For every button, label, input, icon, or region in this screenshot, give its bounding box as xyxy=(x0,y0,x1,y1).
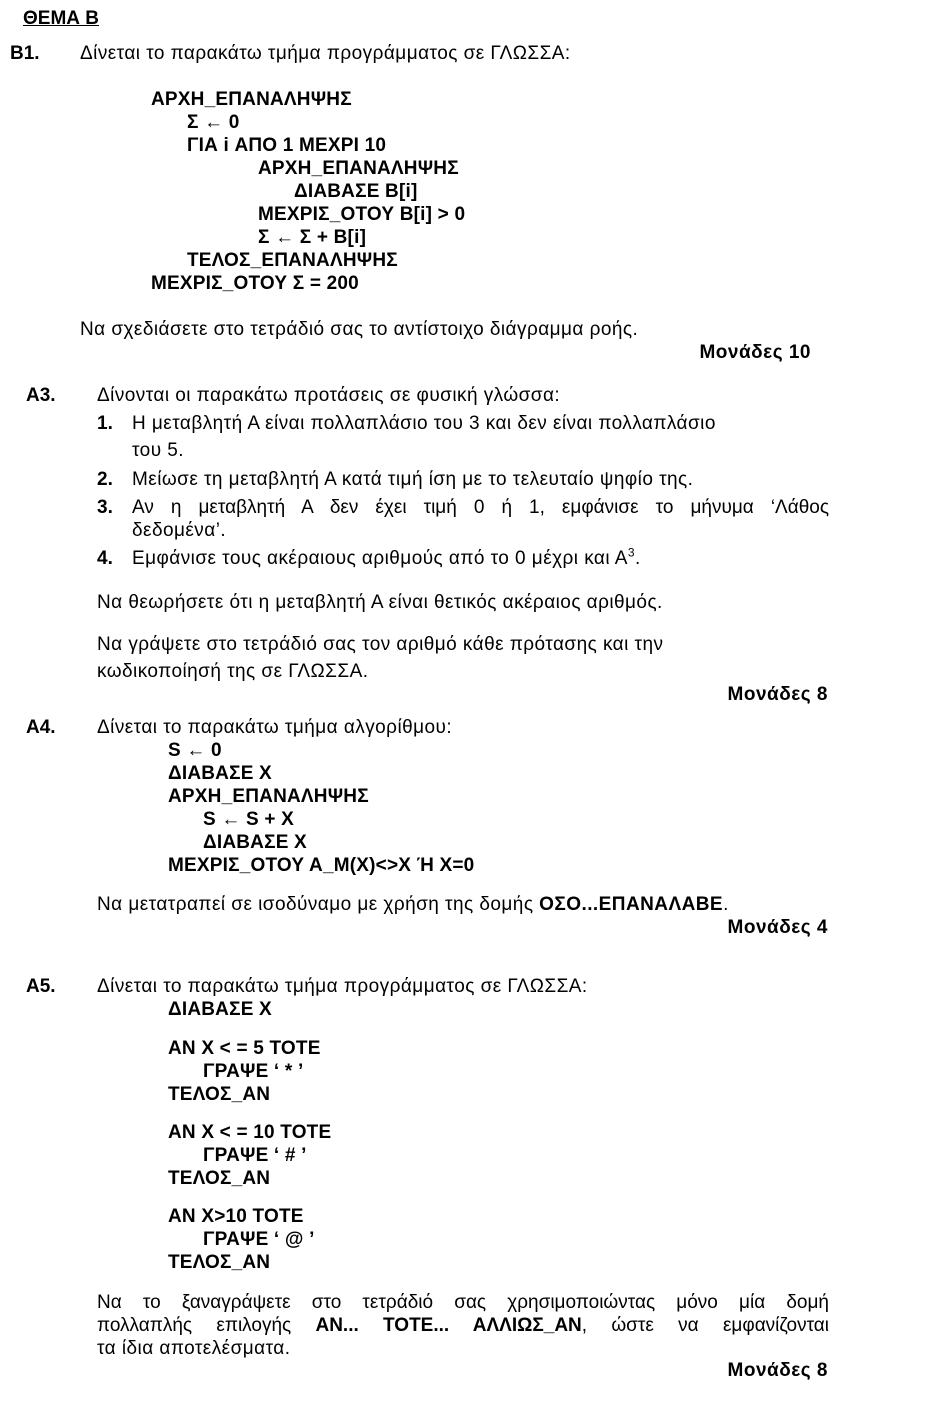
assign-value: 0 xyxy=(228,112,240,133)
a5-code-if-3: ΑΝ Χ>10 ΤΟΤΕ xyxy=(168,1206,304,1227)
b1-code-line-3: ΓΙΑ i ΑΠΟ 1 ΜΕΧΡΙ 10 xyxy=(187,135,387,156)
section-label-a3: Α3. xyxy=(26,385,56,406)
a3-task-line-2: κωδικοποίησή της σε ΓΛΩΣΣΑ. xyxy=(97,661,369,682)
b1-code-line-8: ΤΕΛΟΣ_ΕΠΑΝΑΛΗΨΗΣ xyxy=(187,250,398,271)
assign-expression: S + X xyxy=(246,809,295,830)
left-arrow-icon: ← xyxy=(275,227,295,248)
a3-item-3-line-2: δεδομένα’. xyxy=(132,520,227,541)
a4-task xyxy=(97,894,729,916)
a4-code-line-3: ΑΡΧΗ_ΕΠΑΝΑΛΗΨΗΣ xyxy=(168,786,369,807)
a5-code-end-1: ΤΕΛΟΣ_ΑΝ xyxy=(168,1084,271,1105)
a4-code-line-2: ΔΙΑΒΑΣΕ Χ xyxy=(168,763,272,784)
a5-task-tail: , ώστε να εμφανίζονται xyxy=(581,1315,830,1336)
a4-task-period: . xyxy=(723,894,729,915)
a5-code-write-3: ΓΡΑΨΕ ‘ @ ’ xyxy=(203,1229,315,1250)
a5-intro: Δίνεται το παρακάτω τμήμα προγράμματος σε ΓΛΩΣΣΑ: xyxy=(97,976,588,997)
a3-item-2-line-1: Μείωσε τη μεταβλητή Α κατά τιμή ίση με το τελευταίο ψηφίο της. xyxy=(132,469,694,490)
a3-item-1-line-2: του 5. xyxy=(132,440,185,461)
a5-code-write-2: ΓΡΑΨΕ ‘ # ’ xyxy=(203,1145,307,1166)
section-label-a5: Α5. xyxy=(26,976,56,997)
section-label-a4: Α4. xyxy=(26,717,56,738)
a4-code-line-4 xyxy=(203,809,294,831)
b1-code-line-4: ΑΡΧΗ_ΕΠΑΝΑΛΗΨΗΣ xyxy=(258,158,459,179)
assign-target: Σ xyxy=(258,227,270,248)
left-arrow-icon: ← xyxy=(204,112,224,133)
a5-task-line-3: τα ίδια αποτελέσματα. xyxy=(97,1338,291,1359)
b1-task: Να σχεδιάσετε στο τετράδιό σας το αντίστοιχο διάγραμμα ροής. xyxy=(80,319,639,340)
a3-intro: Δίνονται οι παρακάτω προτάσεις σε φυσική γλώσσα: xyxy=(97,385,561,406)
assign-target: Σ xyxy=(187,112,199,133)
b1-intro: Δίνεται το παρακάτω τμήμα προγράμματος σε ΓΛΩΣΣΑ: xyxy=(80,43,571,64)
a4-code-line-5: ΔΙΑΒΑΣΕ Χ xyxy=(203,832,307,853)
b1-code-line-6: ΜΕΧΡΙΣ_ΟΤΟΥ Β[i] > 0 xyxy=(258,204,466,225)
a4-code-line-6: ΜΕΧΡΙΣ_ΟΤΟΥ Α_Μ(Χ)<>Χ Ή Χ=0 xyxy=(168,855,475,876)
b1-points: Μονάδες 10 xyxy=(699,342,811,363)
a3-points: Μονάδες 8 xyxy=(727,684,828,705)
b1-code-line-5: ΔΙΑΒΑΣΕ Β[i] xyxy=(294,181,418,202)
a5-code-end-3: ΤΕΛΟΣ_ΑΝ xyxy=(168,1252,271,1273)
b1-code-line-1: ΑΡΧΗ_ΕΠΑΝΑΛΗΨΗΣ xyxy=(151,89,352,110)
left-arrow-icon: ← xyxy=(221,809,241,830)
a5-task-structure: ΑΝ... ΤΟΤΕ... ΑΛΛΙΩΣ_ΑΝ xyxy=(315,1315,582,1336)
a5-task-text: πολλαπλής επιλογής xyxy=(97,1315,316,1336)
page-title: ΘΕΜΑ Β xyxy=(23,8,99,29)
a3-item-4-text: Εμφάνισε τους ακέραιους αριθμούς από το 0 μέχρι και Α xyxy=(132,548,628,569)
a5-code-write-1: ΓΡΑΨΕ ‘ * ’ xyxy=(203,1061,304,1082)
a4-intro: Δίνεται το παρακάτω τμήμα αλγορίθμου: xyxy=(97,717,453,738)
a5-code-read: ΔΙΑΒΑΣΕ Χ xyxy=(168,999,272,1020)
assign-target: S xyxy=(168,740,181,761)
a4-points: Μονάδες 4 xyxy=(727,917,828,938)
a3-item-4-line-1 xyxy=(132,545,641,570)
assign-target: S xyxy=(203,809,216,830)
a3-item-2-number: 2. xyxy=(97,469,113,490)
a3-item-1-line-1: Η μεταβλητή Α είναι πολλαπλάσιο του 3 και δεν είναι πολλαπλάσιο xyxy=(132,413,716,434)
a5-code-if-2: ΑΝ Χ < = 10 ΤΟΤΕ xyxy=(168,1122,332,1143)
a3-item-1-number: 1. xyxy=(97,413,113,434)
a5-code-if-1: ΑΝ Χ < = 5 ΤΟΤΕ xyxy=(168,1038,321,1059)
a3-item-3-line-1: Αν η μεταβλητή Α δεν έχει τιμή 0 ή 1, εμφάνισε το μήνυμα ‘Λάθος xyxy=(132,497,829,518)
assign-value: 0 xyxy=(211,740,222,761)
a3-item-4-period: . xyxy=(634,548,641,569)
a5-task-line-2 xyxy=(97,1315,829,1337)
superscript-exponent: 3 xyxy=(627,545,635,560)
a3-item-4-number: 4. xyxy=(97,548,113,569)
b1-code-line-2 xyxy=(187,112,240,134)
section-label-b1: Β1. xyxy=(10,43,40,64)
a5-points: Μονάδες 8 xyxy=(727,1360,828,1381)
a4-task-text: Να μετατραπεί σε ισοδύναμο με χρήση της δομής xyxy=(97,894,540,915)
assign-expression: Σ + Β[i] xyxy=(299,227,367,248)
a3-task-line-1: Να γράψετε στο τετράδιό σας τον αριθμό κάθε πρότασης και την xyxy=(97,634,664,655)
b1-code-line-9: ΜΕΧΡΙΣ_ΟΤΟΥ Σ = 200 xyxy=(151,273,359,294)
a5-task-line-1: Να το ξαναγράψετε στο τετράδιό σας χρησιμοποιώντας μόνο μία δομή xyxy=(97,1292,829,1313)
a3-note: Να θεωρήσετε ότι η μεταβλητή Α είναι θετικός ακέραιος αριθμός. xyxy=(97,592,663,613)
left-arrow-icon: ← xyxy=(186,740,206,761)
a4-task-structure: ΟΣΟ...ΕΠΑΝΑΛΑΒΕ xyxy=(539,894,724,915)
a5-code-end-2: ΤΕΛΟΣ_ΑΝ xyxy=(168,1168,271,1189)
a3-item-3-number: 3. xyxy=(97,497,113,518)
a4-code-line-1 xyxy=(168,740,222,762)
b1-code-line-7 xyxy=(258,227,366,249)
